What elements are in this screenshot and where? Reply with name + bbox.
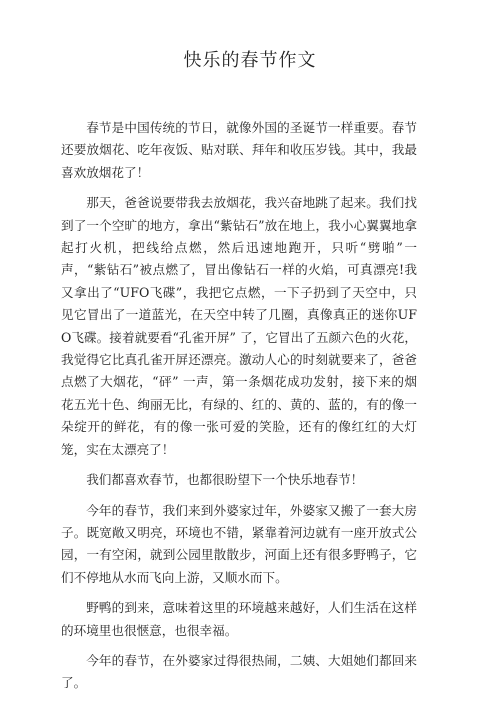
paragraph: 我们都喜欢春节，也都很盼望下一个快乐地春节！: [86, 472, 364, 488]
document-title: 快乐的春节作文: [183, 50, 317, 71]
paragraph: 今年的春节，在外婆家过得很热闹，二姨、大姐她们都回来了。: [61, 652, 417, 691]
paragraph: 野鸭的到来，意味着这里的环境越来越好，人们生活在这样的环境里也很惬意，也很幸福。: [61, 600, 417, 638]
paragraph: 春节是中国传统的节日，就像外国的圣诞节一样重要。春节还要放烟花、吃年夜饭、贴对联、拜年和收压岁钱。其中，我最喜欢放烟花了！: [61, 120, 417, 180]
document-body: [61, 117, 417, 703]
paragraph: 今年的春节，我们来到外婆家过年，外婆家又搬了一套大房子。既宽敞又明亮，环境也不错，紧靠着河边就有一座开放式公园，一有空闲，就到公园里散散步，河面上还有很多野鸭子，它们不停地从水而飞向上游，又顺水而下。: [61, 502, 417, 585]
paragraph: 那天，爸爸说要带我去放烟花，我兴奋地跳了起来。我们找到了一个空旷的地方，拿出“紫钻石”放在地上，我小心翼翼地拿起打火机，把线给点燃，然后迅速地跑开，只听“劈啪”一声，“紫钻石”被点燃了，冒出像钻石一样的火焰，可真漂亮!我又拿出了“UFO飞碟”，我把它点燃，一下子扔到了天空中，只见它冒出了一道蓝光，在天空中转了几圈，真像真正的迷你UFO飞碟。接着就要看“孔雀开屏” 了，它冒出了五颜六色的火花，我觉得它比真孔雀开屏还漂亮。激动人心的时刻就要来了，爸爸点燃了大烟花，“砰” 一声，第一条烟花成功发射，接下来的烟花五光十色、绚丽无比，有绿的、红的、黄的、蓝的，有的像一朵绽开的鲜花，有的像一张可爱的笑脸，还有的像红红的大灯笼，实在太漂亮了！: [61, 195, 417, 457]
